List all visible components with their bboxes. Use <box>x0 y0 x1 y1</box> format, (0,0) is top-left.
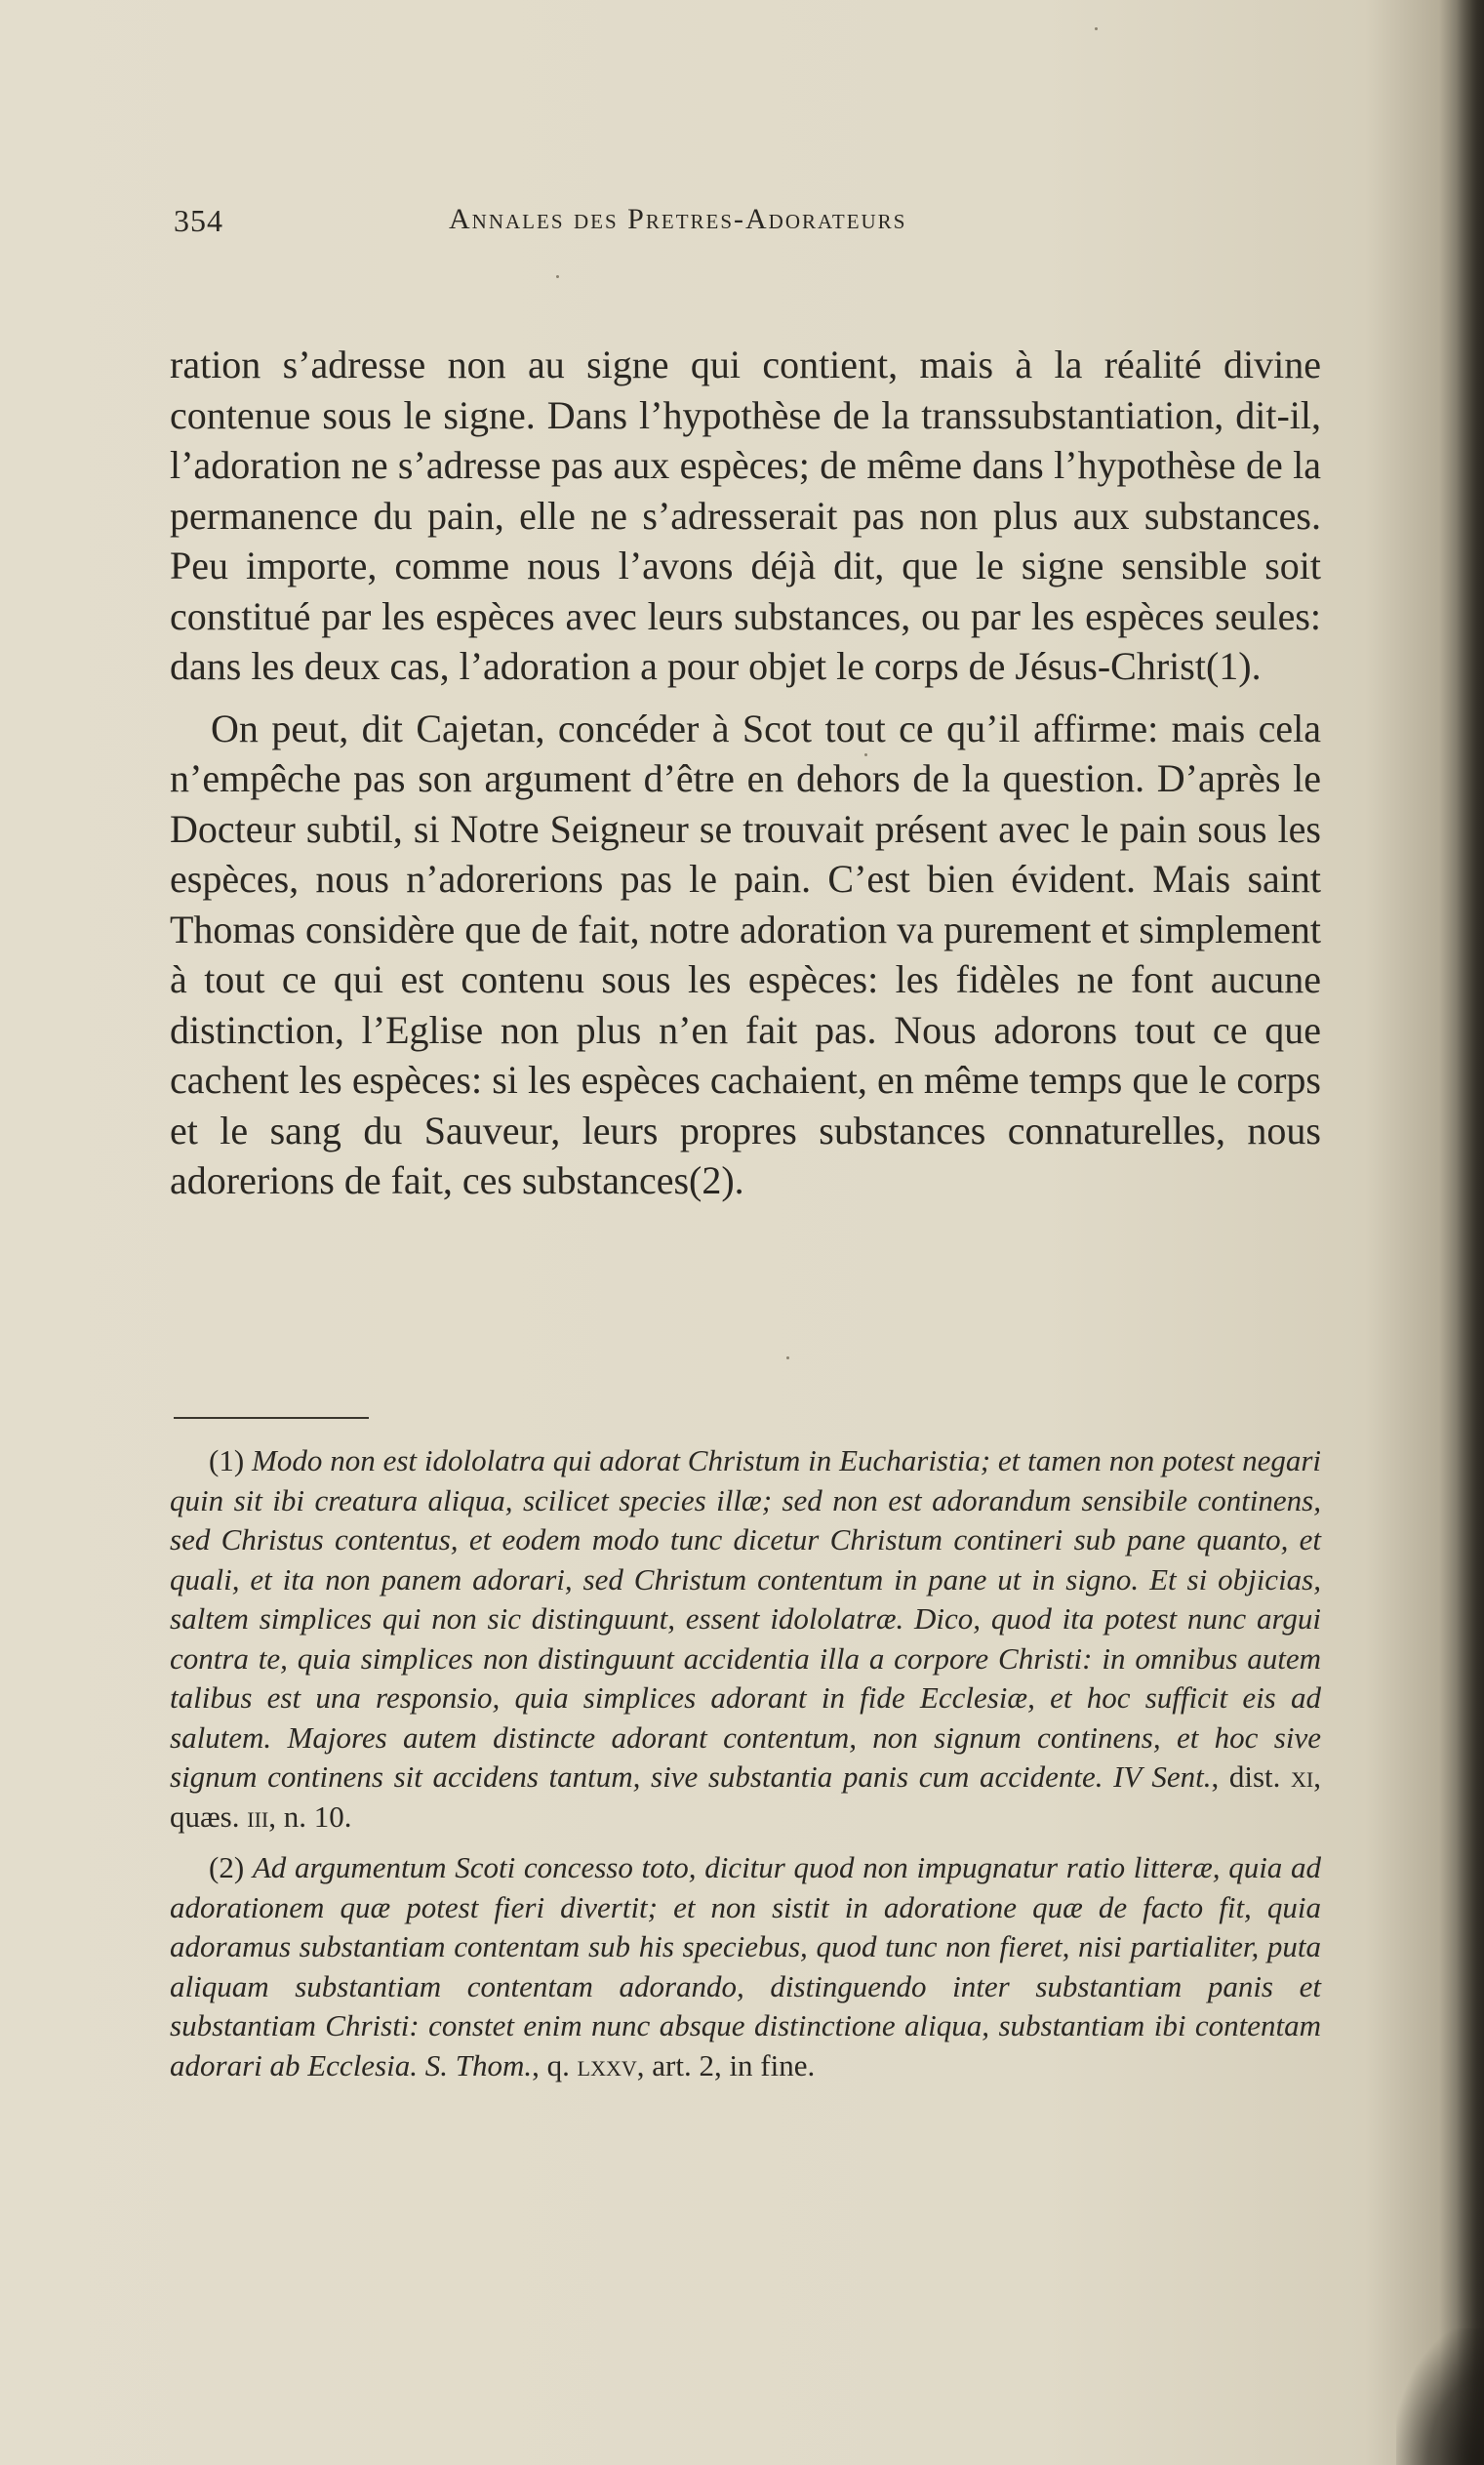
footnote-marker: (2) <box>209 1850 245 1884</box>
footnote-reference-text: , art. 2, in fine. <box>636 2047 816 2082</box>
footnote-reference-numeral: iii <box>247 1798 269 1834</box>
paper-speck <box>1095 27 1098 30</box>
paragraph: On peut, dit Cajetan, concéder à Scot tout ce qu’il affirme: mais cela n’empêche pas son argument d’être en dehors de la question. D’après le Docteur subtil, si Notre Seigneur se trouvait présent avec le pain sous les espèces, nous n’adorerions pas le pain. C’est bien évident. Mais saint Thomas considère que de fait, notre adoration va purement et simplement à tout ce qui est contenu sous les espèces: les fidèles ne font aucune distinction, l’Eglise non plus n’en fait pas. Nous adorons tout ce que cachent les espèces: si les espèces cachaient, en même temps que le corps et le sang du Sauveur, leurs propres substances connaturelles, nous adorerions de fait, ces substances(2). <box>170 706 1321 1202</box>
footnote-latin-text: Modo non est idololatra qui adorat Christum in Eucharistia; et tamen non potest negari quin sit ibi creatura aliqua, scilicet species illæ; sed non est adorandum sensibile continens, sed Christus contentus, et eodem modo tunc dicetur Christum contineri sub pane quanto, et quali, et ita non panem adorari, sed Christum contentum in pane ut in signo. Et si objicias, saltem simplices qui non sic distinguunt, essent idololatræ. Dico, quod ita potest nunc argui contra te, quia simplices non distinguunt accidentia illa a corpore Christi: in omnibus autem talibus est una responsio, quia simplices adorant in fide Ecclesiæ, et hoc sufficit eis ad salutem. Majores autem distincte adorant contentum, non signum continens, et hoc sive signum continens sit accidens tantum, sive substantia panis cum accidente. <box>170 1443 1321 1794</box>
footnote-reference-text: , quæs. <box>170 1759 1321 1834</box>
footnote-marker: (1) <box>209 1443 245 1477</box>
footnote-reference-text: , q. <box>532 2047 578 2082</box>
footnotes <box>170 1441 1321 2097</box>
page-edge-shadow <box>1457 0 1484 2465</box>
footnote-1 <box>170 1441 1321 1837</box>
footnote-2 <box>170 1848 1321 2085</box>
footnote-reference-work: S. Thom. <box>424 2047 533 2082</box>
paper-speck <box>556 275 559 278</box>
footnote-reference-numeral: lxxv <box>577 2047 637 2082</box>
footnote-reference-numeral: xi <box>1291 1759 1314 1794</box>
main-text <box>170 340 1321 1218</box>
footnote-latin-text: Ad argumentum Scoti concesso toto, dicitur quod non impugnatur ratio litteræ, quia ad adorationem quæ potest fieri divertit; et non sistit in adoratione quæ de facto fit, quia adoramus substantiam contentam sub his speciebus, quod tunc non fieret, nisi partialiter, puta aliquam substantiam contentam adorando, distinguendo inter substantiam panis et substantiam Christi: constet enim nunc absque distinctione aliqua, substantiam ibi contentam adorari ab Ecclesia. <box>170 1850 1322 2082</box>
footnote-divider <box>174 1417 369 1419</box>
page-corner-shadow <box>1396 2328 1484 2465</box>
page-number: 354 <box>174 203 223 238</box>
paper-speck <box>864 753 867 756</box>
running-title: Annales des Pretres-Adorateurs <box>449 203 907 235</box>
footnote-reference-work: IV Sent. <box>1113 1759 1212 1794</box>
paper-speck <box>786 1356 789 1359</box>
running-head <box>174 203 1325 246</box>
footnote-reference-text: , dist. <box>1211 1759 1292 1794</box>
paragraph: ration s’adresse non au signe qui contient, mais à la réalité divine contenue sous le signe. Dans l’hypothèse de la transsubstantiation, dit-il, l’adoration ne s’adresse pas aux espèces; de même dans l’hypothèse de la permanence du pain, elle ne s’adresserait pas non plus aux substances. Peu importe, comme nous l’avons déjà dit, que le signe sensible soit constitué par les espèces avec leurs substances, ou par les espèces seules: dans les deux cas, l’adoration a pour objet le corps de Jésus-Christ(1). <box>170 343 1321 688</box>
footnote-reference-text: , n. 10. <box>268 1798 352 1834</box>
